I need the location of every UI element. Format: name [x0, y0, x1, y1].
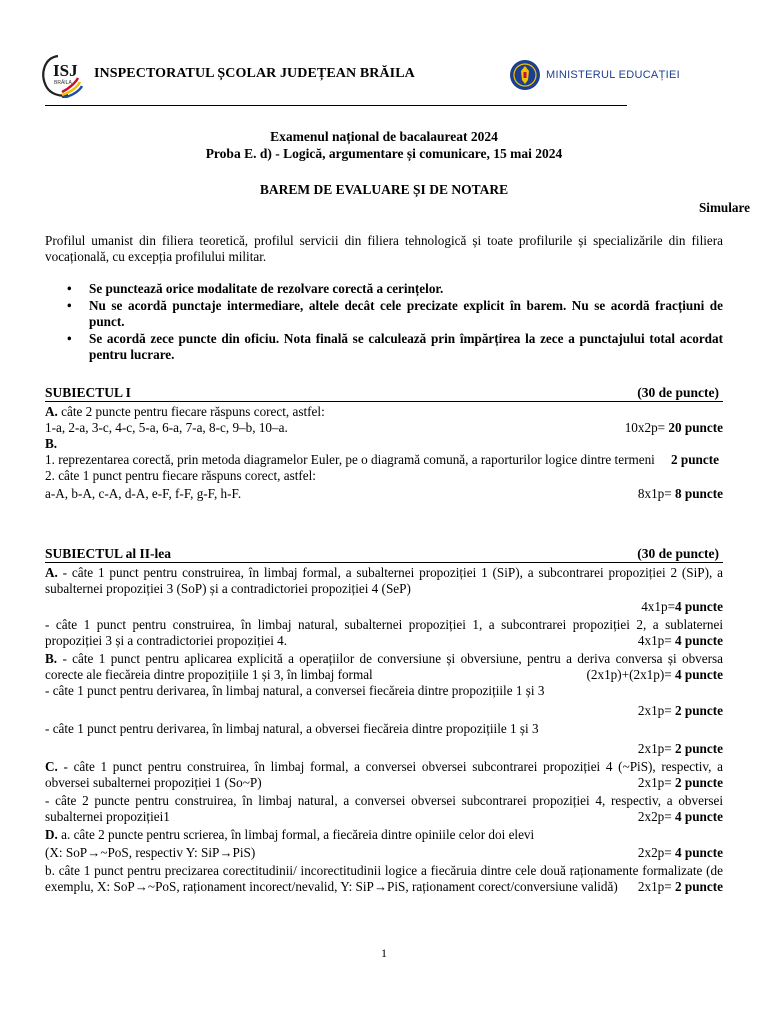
s2-d2-score	[45, 879, 723, 895]
score: 2 puncte	[671, 452, 719, 467]
s1-b1-text: 1. reprezentarea corectă, prin metoda diagramelor Euler, pe o diagramă comună, a raporturilor logice dintre termeni	[45, 452, 655, 467]
inspectorate-title: INSPECTORATUL ȘCOLAR JUDEȚEAN BRĂILA	[94, 66, 415, 81]
s1-a-line: A. câte 2 puncte pentru fiecare răspuns corect, astfel:	[45, 404, 325, 419]
score: 2x2p= 4 puncte	[637, 809, 723, 824]
score: 4x1p= 4 puncte	[637, 633, 723, 648]
s2-c1-score	[45, 775, 723, 791]
page-header	[38, 52, 718, 102]
s2-d1-text: D. a. câte 2 puncte pentru scrierea, în limbaj formal, a fiecăreia dintre opiniile celor doi elevi	[45, 827, 535, 842]
simulare-label: Simulare	[698, 200, 750, 215]
s2-a1-score	[45, 599, 723, 615]
section-heading-s1: SUBIECTUL I (30 de puncte)	[45, 385, 723, 402]
isj-logo-icon	[38, 52, 86, 98]
s2-b1-score	[45, 667, 723, 683]
rules-list	[67, 281, 723, 364]
s2-d2-text: b. câte 1 punct pentru precizarea corectitudinii/ incorectitudinii logice a fiecăruia dintre cele două raționamente formalizate (de exemplu, X: SoP→~PoS, raționament incorect/nevalid, Y: SiP→PiS, raționament corect/conversiune validă)	[45, 863, 723, 894]
score: 2x1p= 2 puncte	[637, 741, 723, 756]
score: (2x1p)+(2x1p)= 4 puncte	[586, 667, 723, 682]
s2-c2-text: - câte 2 puncte pentru construirea, în limbaj natural, a conversei obversei subcontrarei propoziției 4, respectiv, a obversei subalternei propoziției1	[45, 793, 723, 824]
score: 4x1p=4 puncte	[641, 599, 723, 614]
header-divider	[45, 105, 627, 106]
score: 8x1p= 8 puncte	[637, 486, 723, 501]
s1-b2-text: 2. câte 1 punct pentru fiecare răspuns corect, astfel:	[45, 468, 316, 483]
svg-text:BRĂILA: BRĂILA	[54, 80, 72, 86]
score: 2x1p= 2 puncte	[637, 703, 723, 718]
intro-paragraph: Profilul umanist din filiera teoretică, profilul servicii din filiera tehnologică și toate profilurile și specializările din filiera vocațională, cu excepția profilului militar.	[45, 233, 723, 264]
section-heading-s2: SUBIECTUL al II-lea (30 de puncte)	[45, 546, 723, 563]
barem-title: BAREM DE EVALUARE ȘI DE NOTARE	[259, 182, 509, 197]
ministry-crest-icon	[508, 58, 542, 92]
s2-b1-text: B. - câte 1 punct pentru aplicarea explicită a operațiilor de conversiune și obversiune, pentru a deriva conversa și obversa corecte ale fiecăreia dintre propozițiile 1 și 3, în limbaj formal	[45, 651, 723, 682]
rule-item: • Se punctează orice modalitate de rezolvare corectă a cerințelor.	[67, 281, 723, 297]
s1-b1-score-line	[45, 452, 723, 468]
s1-b-label: B.	[45, 436, 58, 451]
rule-item: • Nu se acordă punctaje intermediare, altele decât cele precizate explicit în barem. Nu se acordă fracțiuni de punct.	[67, 298, 723, 330]
s2-c2-score	[45, 809, 723, 825]
s2-a2-score	[45, 633, 723, 649]
s2-b2-score	[45, 703, 723, 719]
section-points: (30 de puncte)	[637, 385, 719, 400]
exam-subtitle: Proba E. d) - Logică, argumentare și comunicare, 15 mai 2024	[205, 146, 563, 161]
rule-item: • Se acordă zece puncte din oficiu. Nota finală se calculează prin împărțirea la zece a punctajului total acordat pentru lucrare.	[67, 331, 723, 363]
s2-b3-text: - câte 1 punct pentru derivarea, în limbaj natural, a obversei fiecăreia dintre propozițiile 1 și 3	[45, 721, 539, 736]
page-number: 1	[381, 946, 387, 960]
exam-title: Examenul național de bacalaureat 2024	[270, 129, 498, 144]
svg-text:ISJ: ISJ	[53, 61, 78, 80]
s2-b3-score	[45, 741, 723, 757]
s2-a2-text: - câte 1 punct pentru construirea, în limbaj natural, subalternei propoziției 1, a subcontrarei propoziției 2, a sublaternei propoziției 3 și a contradictoriei propoziției 4.	[45, 617, 723, 648]
s2-b2-text: - câte 1 punct pentru derivarea, în limbaj natural, a conversei fiecăreia dintre propozițiile 1 și 3	[45, 683, 545, 698]
s2-a1-text: A. - câte 1 punct pentru construirea, în limbaj formal, a subalternei propoziției 1 (SiP), a subcontrarei propoziției 2 (SiP), a subalternei propoziției 3 (SoP) și a contradictoriei propoziției 4 (SeP)	[45, 565, 723, 596]
section-s2-body	[45, 565, 723, 895]
s1-b2-answers: a-A, b-A, c-A, d-A, e-F, f-F, g-F, h-F. 8x1p= 8 puncte	[45, 486, 723, 501]
s2-c1-text: C. - câte 1 punct pentru construirea, în limbaj formal, a conversei obversei subcontrarei propoziției 4 (~PiS), respectiv, a obversei subalternei propoziției 1 (So~P)	[45, 759, 723, 790]
section-points: (30 de puncte)	[637, 546, 719, 561]
score: 10x2p= 20 puncte	[624, 420, 723, 435]
s2-d1-formula: (X: SoP→~PoS, respectiv Y: SiP→PiS) 2x2p= 4 puncte	[45, 845, 723, 860]
score: 2x2p= 4 puncte	[637, 845, 723, 860]
section-s1-body	[45, 404, 723, 502]
ministry-title: MINISTERUL EDUCAȚIEI	[546, 69, 680, 81]
score: 2x1p= 2 puncte	[637, 775, 723, 790]
score: 2x1p= 2 puncte	[637, 879, 723, 894]
s1-a-answers: 1-a, 2-a, 3-c, 4-c, 5-a, 6-a, 7-a, 8-c, 9–b, 10–a. 10x2p= 20 puncte	[45, 420, 723, 435]
